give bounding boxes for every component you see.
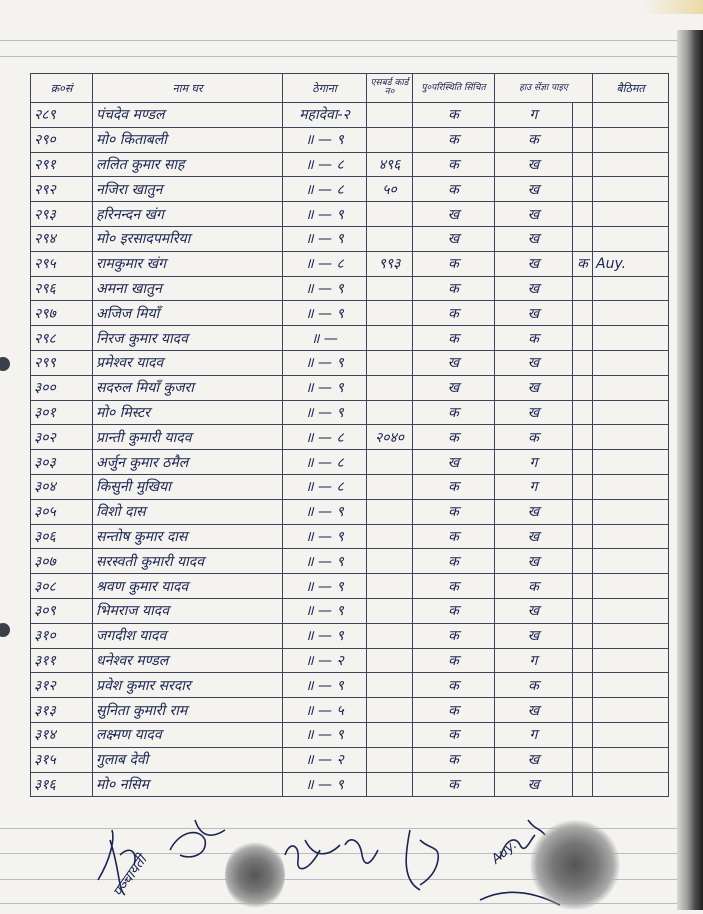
ruled-line [0, 40, 703, 41]
row-serial: २९१ [31, 152, 93, 177]
row-house: ख [495, 623, 573, 648]
table-row [31, 127, 669, 152]
signature-3 [285, 840, 340, 869]
row-name: रामकुमार खंग [93, 251, 283, 276]
table-row [31, 574, 669, 599]
row-serial: ३०४ [31, 474, 93, 499]
row-serial: ३१६ [31, 772, 93, 797]
row-card-number [367, 499, 413, 524]
row-house-extra [573, 202, 593, 227]
row-status: क [413, 598, 495, 623]
row-remarks [593, 598, 669, 623]
row-remarks [593, 400, 669, 425]
row-house: ख [495, 598, 573, 623]
row-address: ॥ — ९ [283, 226, 367, 251]
row-house-extra [573, 598, 593, 623]
row-name: अमना खातुन [93, 276, 283, 301]
row-address: ॥ — ८ [283, 450, 367, 475]
row-serial: २९८ [31, 326, 93, 351]
row-card-number [367, 276, 413, 301]
row-house-extra [573, 177, 593, 202]
row-status: क [413, 499, 495, 524]
row-serial: ३१३ [31, 698, 93, 723]
row-remarks [593, 103, 669, 128]
row-house: ग [495, 103, 573, 128]
row-house: ख [495, 524, 573, 549]
row-address: ॥ — ९ [283, 772, 367, 797]
row-name: प्रवेश कुमार सरदार [93, 673, 283, 698]
row-remarks [593, 202, 669, 227]
signature-area [0, 800, 680, 910]
row-card-number [367, 400, 413, 425]
row-card-number [367, 698, 413, 723]
row-name: हरिनन्दन खंग [93, 202, 283, 227]
row-serial: ३०६ [31, 524, 93, 549]
row-status: क [413, 549, 495, 574]
header-card-number: एसबर्ड कार्ड न० [367, 74, 413, 103]
row-remarks [593, 226, 669, 251]
row-name: मो० इरसादपमरिया [93, 226, 283, 251]
row-status: क [413, 574, 495, 599]
row-name: मो० नसिम [93, 772, 283, 797]
row-house: ग [495, 474, 573, 499]
row-house-extra [573, 524, 593, 549]
table-row [31, 623, 669, 648]
row-name: मो० किताबली [93, 127, 283, 152]
row-status: क [413, 648, 495, 673]
row-status: क [413, 673, 495, 698]
row-serial: २९३ [31, 202, 93, 227]
row-card-number [367, 574, 413, 599]
row-serial: ३०० [31, 375, 93, 400]
row-status: क [413, 623, 495, 648]
row-house-extra [573, 326, 593, 351]
row-card-number [367, 350, 413, 375]
row-remarks [593, 450, 669, 475]
row-remarks [593, 177, 669, 202]
row-house-extra [573, 772, 593, 797]
row-name: गुलाब देवी [93, 747, 283, 772]
row-remarks [593, 747, 669, 772]
row-address: ॥ — ९ [283, 276, 367, 301]
row-house: ग [495, 722, 573, 747]
table-row [31, 400, 669, 425]
row-card-number [367, 623, 413, 648]
row-house-extra [573, 747, 593, 772]
row-card-number: ५० [367, 177, 413, 202]
table-row [31, 474, 669, 499]
row-name: अजिज मियाँ [93, 301, 283, 326]
signature-2 [170, 820, 225, 857]
row-address: ॥ — ९ [283, 524, 367, 549]
row-address: ॥ — [283, 326, 367, 351]
header-status: पु०परिस्थिति सिंचित [413, 74, 495, 103]
signature-label-1: पञ्चायती [110, 852, 151, 901]
row-card-number [367, 524, 413, 549]
row-status: क [413, 698, 495, 723]
row-card-number [367, 772, 413, 797]
table-row [31, 524, 669, 549]
row-status: क [413, 524, 495, 549]
row-serial: २९४ [31, 226, 93, 251]
row-serial: ३१४ [31, 722, 93, 747]
row-house: ख [495, 549, 573, 574]
table-row [31, 375, 669, 400]
row-house-extra [573, 425, 593, 450]
row-remarks [593, 574, 669, 599]
table-body [31, 103, 669, 797]
punch-hole [0, 623, 10, 637]
signature-5 [406, 830, 438, 890]
row-house: ख [495, 350, 573, 375]
row-card-number [367, 375, 413, 400]
table-row [31, 673, 669, 698]
row-remarks [593, 722, 669, 747]
row-house: ख [495, 152, 573, 177]
row-status: क [413, 425, 495, 450]
row-name: धनेश्वर मण्डल [93, 648, 283, 673]
row-serial: ३०५ [31, 499, 93, 524]
row-address: ॥ — ९ [283, 623, 367, 648]
row-house: ख [495, 400, 573, 425]
row-address: ॥ — ९ [283, 722, 367, 747]
row-house: ख [495, 301, 573, 326]
row-house-extra [573, 549, 593, 574]
table-header-row [31, 74, 669, 103]
row-house-extra [573, 375, 593, 400]
table-row [31, 350, 669, 375]
row-status: क [413, 474, 495, 499]
row-house: ख [495, 276, 573, 301]
row-house: क [495, 326, 573, 351]
row-card-number [367, 202, 413, 227]
signature-label-2: Auy. [488, 837, 520, 868]
row-card-number [367, 450, 413, 475]
row-house-extra [573, 103, 593, 128]
row-house-extra [573, 400, 593, 425]
header-address: ठेगाना [283, 74, 367, 103]
table-row [31, 772, 669, 797]
row-serial: २९७ [31, 301, 93, 326]
row-address: ॥ — ९ [283, 673, 367, 698]
row-remarks [593, 549, 669, 574]
row-status: क [413, 276, 495, 301]
row-name: सुनिता कुमारी राम [93, 698, 283, 723]
table-row [31, 722, 669, 747]
row-address: ॥ — ९ [283, 375, 367, 400]
row-card-number [367, 127, 413, 152]
row-remarks [593, 772, 669, 797]
row-serial: २९६ [31, 276, 93, 301]
row-address: ॥ — ८ [283, 152, 367, 177]
table-row [31, 450, 669, 475]
binder-edge [677, 30, 703, 910]
row-house: ख [495, 202, 573, 227]
row-serial: ३०१ [31, 400, 93, 425]
row-house: ग [495, 450, 573, 475]
row-remarks [593, 301, 669, 326]
row-serial: ३०७ [31, 549, 93, 574]
row-name: सदरुल मियाँ कुजरा [93, 375, 283, 400]
row-remarks [593, 375, 669, 400]
table-row [31, 747, 669, 772]
row-serial: ३०९ [31, 598, 93, 623]
row-house-extra [573, 474, 593, 499]
row-address: ॥ — ९ [283, 301, 367, 326]
row-card-number [367, 598, 413, 623]
table-row [31, 549, 669, 574]
row-status: क [413, 251, 495, 276]
signature-strokes [98, 820, 560, 905]
row-serial: २९२ [31, 177, 93, 202]
row-house: ख [495, 499, 573, 524]
row-status: क [413, 400, 495, 425]
row-house: ख [495, 772, 573, 797]
row-name: श्रवण कुमार यादव [93, 574, 283, 599]
header-remarks: बैठिमत [593, 74, 669, 103]
row-house-extra [573, 673, 593, 698]
row-address: महादेवा-२ [283, 103, 367, 128]
row-remarks [593, 127, 669, 152]
table-row [31, 301, 669, 326]
row-status: क [413, 127, 495, 152]
row-status: ख [413, 375, 495, 400]
row-serial: ३१२ [31, 673, 93, 698]
row-remarks [593, 648, 669, 673]
row-address: ॥ — ५ [283, 698, 367, 723]
header-house: हाउ सेंज्ञा पाइए [495, 74, 593, 103]
row-house: ख [495, 698, 573, 723]
table-row [31, 425, 669, 450]
row-status: क [413, 326, 495, 351]
row-house-extra [573, 450, 593, 475]
row-address: ॥ — ९ [283, 574, 367, 599]
table-row [31, 103, 669, 128]
row-remarks [593, 425, 669, 450]
row-name: निरज कुमार यादव [93, 326, 283, 351]
row-address: ॥ — ९ [283, 350, 367, 375]
row-status: ख [413, 450, 495, 475]
row-remarks [593, 326, 669, 351]
row-address: ॥ — २ [283, 648, 367, 673]
row-name: किसुनी मुखिया [93, 474, 283, 499]
row-address: ॥ — ८ [283, 425, 367, 450]
row-address: ॥ — ८ [283, 177, 367, 202]
row-remarks [593, 276, 669, 301]
row-address: ॥ — २ [283, 747, 367, 772]
row-name: अर्जुन कुमार ठमैल [93, 450, 283, 475]
row-remarks [593, 698, 669, 723]
header-name: नाम घर [93, 74, 283, 103]
row-name: लक्ष्मण यादव [93, 722, 283, 747]
row-card-number [367, 103, 413, 128]
row-serial: २९० [31, 127, 93, 152]
punch-hole [0, 357, 10, 371]
row-remarks: Auy. [593, 251, 669, 276]
row-name: प्रान्ती कुमारी यादव [93, 425, 283, 450]
header-serial: क्र०सं [31, 74, 93, 103]
row-card-number [367, 326, 413, 351]
table-row [31, 251, 669, 276]
row-house-extra [573, 226, 593, 251]
row-address: ॥ — ९ [283, 400, 367, 425]
row-status: क [413, 747, 495, 772]
row-name: ललित कुमार साह [93, 152, 283, 177]
row-card-number [367, 648, 413, 673]
row-address: ॥ — ९ [283, 202, 367, 227]
row-remarks [593, 152, 669, 177]
row-house: क [495, 127, 573, 152]
row-status: ख [413, 202, 495, 227]
table-row [31, 152, 669, 177]
table-row [31, 226, 669, 251]
row-card-number [367, 474, 413, 499]
row-house: ख [495, 226, 573, 251]
row-house-extra [573, 648, 593, 673]
row-house: ख [495, 251, 573, 276]
row-card-number: २०४० [367, 425, 413, 450]
thumbprint [225, 840, 285, 910]
row-house: क [495, 425, 573, 450]
page-corner [643, 0, 703, 14]
row-serial: २९९ [31, 350, 93, 375]
table-row [31, 648, 669, 673]
row-status: क [413, 301, 495, 326]
row-address: ॥ — ८ [283, 474, 367, 499]
row-name: नजिरा खातुन [93, 177, 283, 202]
row-house-extra [573, 276, 593, 301]
row-card-number [367, 226, 413, 251]
row-remarks [593, 350, 669, 375]
row-house-extra [573, 350, 593, 375]
row-status: क [413, 152, 495, 177]
row-address: ॥ — ९ [283, 549, 367, 574]
row-address: ॥ — ९ [283, 598, 367, 623]
row-status: ख [413, 350, 495, 375]
ruled-line [0, 56, 703, 57]
row-serial: ३०२ [31, 425, 93, 450]
row-house: ख [495, 177, 573, 202]
table-row [31, 276, 669, 301]
row-house-extra [573, 722, 593, 747]
row-name: प्रमेश्वर यादव [93, 350, 283, 375]
row-serial: ३१५ [31, 747, 93, 772]
row-remarks [593, 474, 669, 499]
row-remarks [593, 673, 669, 698]
row-card-number [367, 301, 413, 326]
row-card-number: ९९३ [367, 251, 413, 276]
row-name: विशो दास [93, 499, 283, 524]
row-status: क [413, 103, 495, 128]
row-house: ख [495, 747, 573, 772]
row-serial: २९५ [31, 251, 93, 276]
row-house-extra [573, 499, 593, 524]
row-card-number [367, 747, 413, 772]
thumbprint [530, 820, 620, 910]
row-status: क [413, 177, 495, 202]
row-name: सरस्वती कुमारी यादव [93, 549, 283, 574]
table-row [31, 177, 669, 202]
row-address: ॥ — ९ [283, 499, 367, 524]
row-serial: ३१० [31, 623, 93, 648]
row-house-extra [573, 574, 593, 599]
row-house-extra [573, 152, 593, 177]
signature-4 [345, 840, 378, 863]
row-card-number: ४९६ [367, 152, 413, 177]
register-table [30, 73, 669, 797]
row-name: जगदीश यादव [93, 623, 283, 648]
row-serial: ३११ [31, 648, 93, 673]
row-house: क [495, 673, 573, 698]
row-house-extra [573, 623, 593, 648]
row-name: सन्तोष कुमार दास [93, 524, 283, 549]
table-row [31, 698, 669, 723]
row-serial: २८९ [31, 103, 93, 128]
row-remarks [593, 499, 669, 524]
row-remarks [593, 623, 669, 648]
row-house-extra [573, 301, 593, 326]
row-name: पंचदेव मण्डल [93, 103, 283, 128]
row-house-extra: क [573, 251, 593, 276]
row-house: क [495, 574, 573, 599]
row-name: मो० मिस्टर [93, 400, 283, 425]
row-remarks [593, 524, 669, 549]
table-row [31, 202, 669, 227]
row-address: ॥ — ९ [283, 127, 367, 152]
table-row [31, 499, 669, 524]
row-house-extra [573, 127, 593, 152]
row-serial: ३०३ [31, 450, 93, 475]
row-address: ॥ — ८ [283, 251, 367, 276]
table-row [31, 326, 669, 351]
row-status: क [413, 722, 495, 747]
row-card-number [367, 722, 413, 747]
row-name: भिमराज यादव [93, 598, 283, 623]
row-house: ग [495, 648, 573, 673]
row-card-number [367, 673, 413, 698]
row-status: क [413, 772, 495, 797]
row-house-extra [573, 698, 593, 723]
row-status: ख [413, 226, 495, 251]
row-house: ख [495, 375, 573, 400]
table-row [31, 598, 669, 623]
row-serial: ३०८ [31, 574, 93, 599]
row-card-number [367, 549, 413, 574]
